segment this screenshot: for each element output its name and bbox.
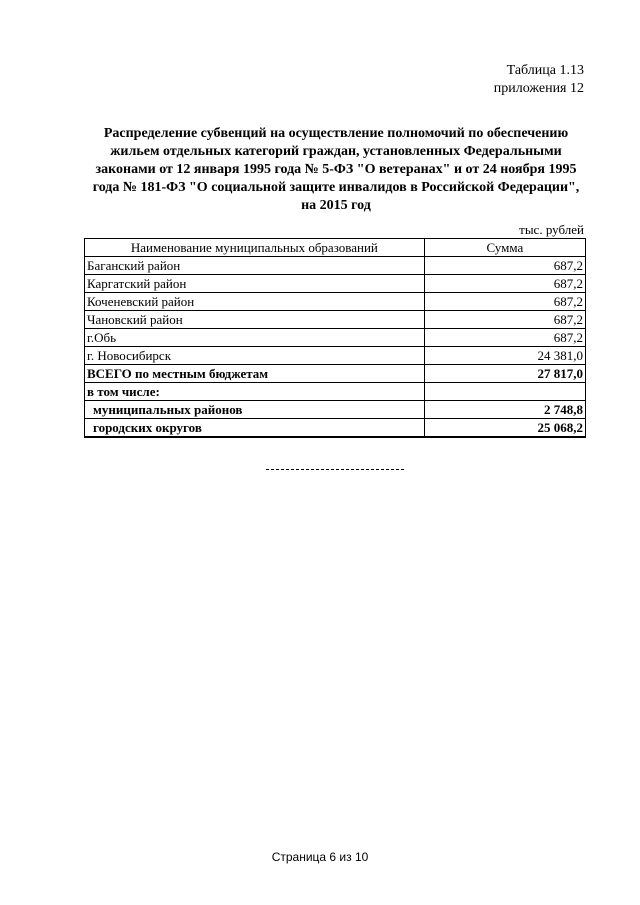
table-row [85, 347, 586, 365]
row-sum: 24 381,0 [424, 347, 585, 365]
municipal-name: муниципальных районов [85, 401, 425, 419]
header-name: Наименование муниципальных образований [85, 239, 425, 257]
including-label: в том числе: [85, 383, 425, 401]
table-row [85, 275, 586, 293]
table-header-row [85, 239, 586, 257]
total-name: ВСЕГО по местным бюджетам [85, 365, 425, 383]
row-sum: 687,2 [424, 275, 585, 293]
row-sum: 687,2 [424, 293, 585, 311]
including-empty-cell [424, 383, 585, 401]
subsidy-table [84, 238, 586, 438]
row-name: Баганский район [85, 257, 425, 275]
row-sum: 687,2 [424, 257, 585, 275]
row-name: г. Новосибирск [85, 347, 425, 365]
row-name: Чановский район [85, 311, 425, 329]
urban-name: городских округов [85, 419, 425, 438]
document-title: Распределение субвенций на осуществление полномочий по обеспечению жильем отдельных категорий граждан, установленных Федеральными законами от 12 января 1995 года № 5-ФЗ "О ветеранах" и от 24 ноября 1995 года № 181-ФЗ "О социальной защите инвалидов в Российской Федерации", на 2015 год [92, 126, 580, 213]
row-sum: 687,2 [424, 311, 585, 329]
table-row [85, 311, 586, 329]
including-row [85, 383, 586, 401]
table-row [85, 329, 586, 347]
total-sum: 27 817,0 [424, 365, 585, 383]
table-number-caption: Таблица 1.13 [506, 63, 584, 78]
header-sum: Сумма [424, 239, 585, 257]
municipal-row [85, 401, 586, 419]
table-row [85, 293, 586, 311]
urban-sum: 25 068,2 [424, 419, 585, 438]
municipal-sum: 2 748,8 [424, 401, 585, 419]
units-label: тыс. рублей [519, 222, 584, 237]
urban-row [85, 419, 586, 438]
appendix-caption: приложения 12 [493, 81, 584, 96]
row-name: г.Обь [85, 329, 425, 347]
end-of-table-divider [266, 469, 404, 470]
table-row [85, 257, 586, 275]
row-name: Каргатский район [85, 275, 425, 293]
page-footer: Страница 6 из 10 [271, 850, 369, 864]
total-row [85, 365, 586, 383]
row-sum: 687,2 [424, 329, 585, 347]
row-name: Коченевский район [85, 293, 425, 311]
